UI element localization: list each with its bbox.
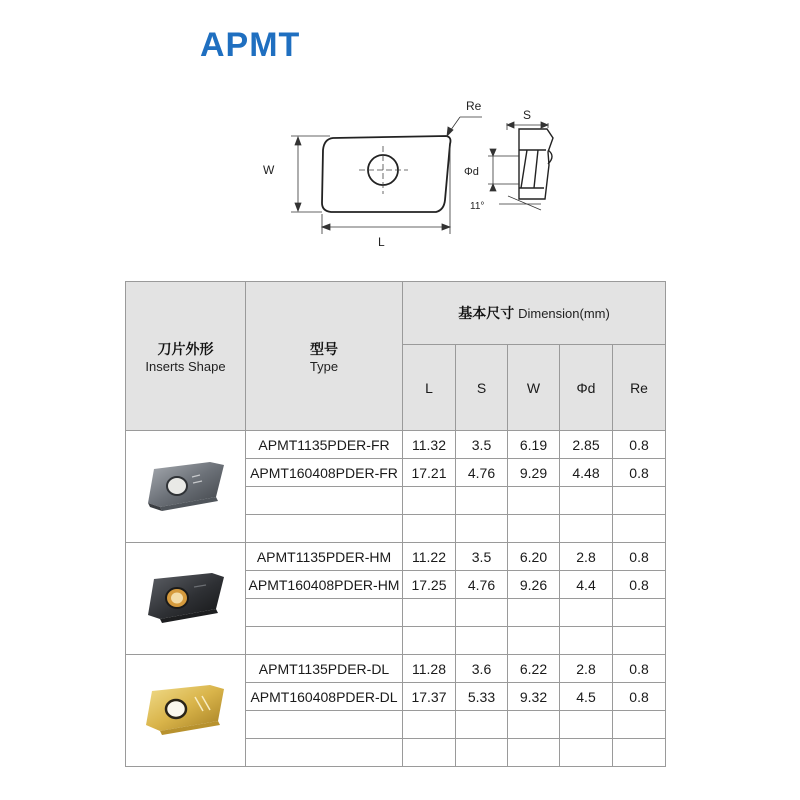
column-header-d: Φd [560, 345, 613, 431]
type-column-header [246, 282, 403, 431]
insert-top-view [322, 136, 451, 212]
value-re: 0.8 [613, 543, 666, 571]
value-d: 4.4 [560, 571, 613, 599]
value-d: 2.85 [560, 431, 613, 459]
value-l: 11.22 [403, 543, 456, 571]
label-d: Φd [464, 166, 479, 178]
value-d: 4.5 [560, 683, 613, 711]
value-l: 17.21 [403, 459, 456, 487]
type-header-en: Type [309, 358, 339, 374]
value-d: 2.8 [560, 543, 613, 571]
type-cell: APMT160408PDER-HM [246, 571, 403, 599]
column-header-w: W [508, 345, 560, 431]
label-s: S [523, 108, 532, 122]
type-cell: APMT160408PDER-DL [246, 683, 403, 711]
value-d: 2.8 [560, 655, 613, 683]
value-l: 17.25 [403, 571, 456, 599]
table-row [126, 655, 666, 683]
value-w: 6.22 [508, 655, 560, 683]
table-row [126, 431, 666, 459]
label-angle: 11° [470, 201, 485, 212]
dimension-header-cn: 基本尺寸 [458, 305, 515, 321]
l-dimension-line [322, 146, 450, 234]
value-l: 11.32 [403, 431, 456, 459]
shape-header-en: Inserts Shape [145, 358, 226, 374]
value-w: 6.20 [508, 543, 560, 571]
grey-insert-icon [140, 453, 232, 517]
insert-image-gold [126, 655, 246, 767]
label-l: L [378, 235, 385, 249]
value-s: 4.76 [456, 571, 508, 599]
spec-table [125, 281, 666, 767]
shape-column-header [126, 282, 246, 431]
dimension-header-en: Dimension(mm) [518, 306, 610, 321]
value-w: 9.26 [508, 571, 560, 599]
table-row [126, 543, 666, 571]
page-title: APMT [200, 26, 301, 64]
value-s: 3.5 [456, 543, 508, 571]
value-d: 4.48 [560, 459, 613, 487]
value-w: 9.32 [508, 683, 560, 711]
type-cell: APMT1135PDER-HM [246, 543, 403, 571]
black-insert-icon [140, 565, 232, 629]
value-s: 3.6 [456, 655, 508, 683]
value-re: 0.8 [613, 683, 666, 711]
d-dimension-line [488, 149, 519, 191]
type-cell: APMT1135PDER-FR [246, 431, 403, 459]
dimension-header [403, 282, 666, 345]
column-header-re: Re [613, 345, 666, 431]
column-header-l: L [403, 345, 456, 431]
value-s: 3.5 [456, 431, 508, 459]
shape-header-cn: 刀片外形 [157, 340, 214, 357]
insert-image-black [126, 543, 246, 655]
value-l: 17.37 [403, 683, 456, 711]
type-header-cn: 型号 [310, 340, 338, 357]
value-w: 9.29 [508, 459, 560, 487]
type-cell: APMT1135PDER-DL [246, 655, 403, 683]
value-re: 0.8 [613, 459, 666, 487]
gold-insert-icon [140, 677, 232, 741]
insert-side-view [519, 129, 553, 199]
value-w: 6.19 [508, 431, 560, 459]
center-lines [359, 146, 408, 194]
angle-marker [499, 196, 541, 210]
label-w: W [263, 163, 275, 177]
type-cell: APMT160408PDER-FR [246, 459, 403, 487]
value-l: 11.28 [403, 655, 456, 683]
insert-dimension-diagram [0, 0, 800, 270]
label-re: Re [466, 99, 482, 113]
re-leader [447, 117, 482, 136]
value-re: 0.8 [613, 431, 666, 459]
insert-image-grey [126, 431, 246, 543]
value-re: 0.8 [613, 655, 666, 683]
column-header-s: S [456, 345, 508, 431]
value-s: 4.76 [456, 459, 508, 487]
value-re: 0.8 [613, 571, 666, 599]
value-s: 5.33 [456, 683, 508, 711]
